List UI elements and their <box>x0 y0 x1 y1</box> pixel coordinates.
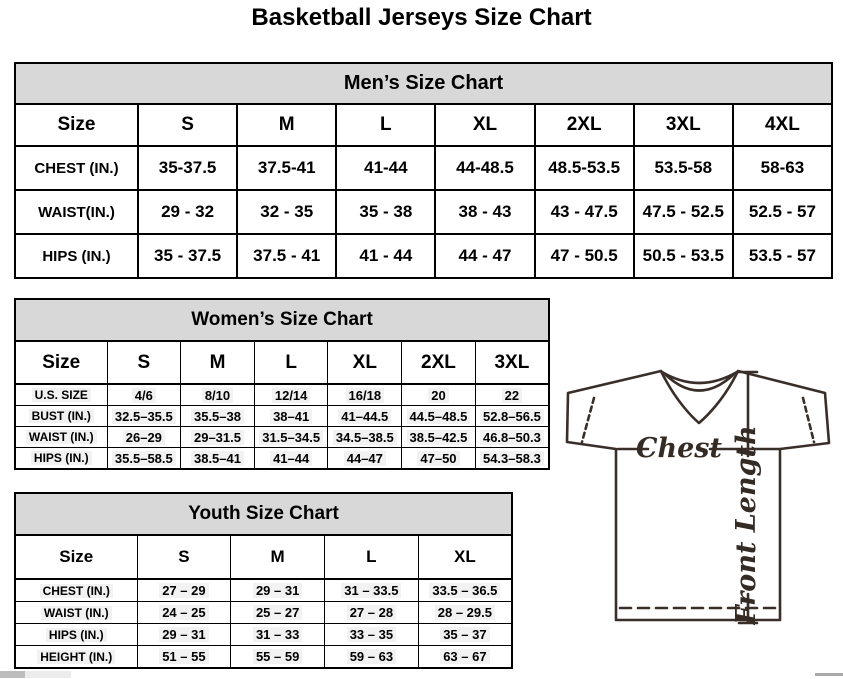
row-label <box>15 448 107 470</box>
cell-text: BUST (IN.) <box>29 409 94 423</box>
table-cell <box>137 624 231 646</box>
column-header: L <box>325 535 419 579</box>
table-cell <box>402 406 476 427</box>
table-cell <box>231 579 325 602</box>
column-header: S <box>137 535 231 579</box>
cell-text: HIPS (IN.) <box>31 451 92 465</box>
cell-text: 54.3–58.3 <box>480 451 544 466</box>
column-header: S <box>138 104 237 146</box>
row-label <box>15 406 107 427</box>
table-row <box>15 146 832 190</box>
table-cell <box>402 427 476 448</box>
table-cell <box>137 579 231 602</box>
table-cell <box>254 427 328 448</box>
cell-text: 38.5–42.5 <box>407 430 471 445</box>
column-header: S <box>107 341 181 384</box>
cell-text: 29 – 31 <box>253 583 302 598</box>
cell-text: 4/6 <box>132 388 156 403</box>
cell-text: 47–50 <box>417 451 459 466</box>
cell-text: 16/18 <box>346 388 385 403</box>
table-cell: 47.5 - 52.5 <box>634 190 733 234</box>
table-cell <box>254 406 328 427</box>
cell-text: 31 – 33.5 <box>341 583 401 598</box>
column-header-row <box>15 535 512 579</box>
horizontal-scrollbar-thumb[interactable] <box>0 671 25 678</box>
cell-text: 35.5–38 <box>191 409 244 424</box>
table-cell <box>418 646 512 669</box>
table-cell <box>107 406 181 427</box>
jersey-outline <box>567 371 829 620</box>
cell-text: 41–44.5 <box>338 409 391 424</box>
cell-text: 32.5–35.5 <box>112 409 176 424</box>
table-title-row <box>15 493 512 535</box>
table-cell <box>418 579 512 602</box>
cell-text: 33.5 – 36.5 <box>429 583 500 598</box>
table-cell: 35-37.5 <box>138 146 237 190</box>
table-cell: 32 - 35 <box>237 190 336 234</box>
horizontal-scrollbar-track[interactable] <box>25 671 71 678</box>
table-cell <box>254 448 328 470</box>
cell-text: 8/10 <box>202 388 233 403</box>
table-row <box>15 579 512 602</box>
cell-text: 27 – 28 <box>347 605 396 620</box>
column-header: M <box>181 341 255 384</box>
table-cell: 48.5-53.5 <box>535 146 634 190</box>
column-header: Size <box>15 341 107 384</box>
cell-text: 38–41 <box>270 409 312 424</box>
column-header: 4XL <box>733 104 832 146</box>
column-header: M <box>237 104 336 146</box>
table-row <box>15 406 549 427</box>
horizontal-scrollbar-fragment[interactable] <box>815 673 843 676</box>
table-title-row <box>15 63 832 104</box>
table-cell <box>328 384 402 406</box>
table-cell <box>328 406 402 427</box>
table-cell <box>402 384 476 406</box>
row-label <box>15 384 107 406</box>
table-cell <box>402 448 476 470</box>
table-cell <box>231 602 325 624</box>
cell-text: WAIST (IN.) <box>26 430 97 444</box>
column-header: XL <box>328 341 402 384</box>
cell-text: U.S. SIZE <box>32 388 91 402</box>
table-cell <box>181 448 255 470</box>
cell-text: 12/14 <box>272 388 311 403</box>
table-row <box>15 427 549 448</box>
table-cell <box>325 624 419 646</box>
table-cell: 41 - 44 <box>336 234 435 278</box>
table-row <box>15 602 512 624</box>
cell-text: 33 – 35 <box>347 627 396 642</box>
table-cell <box>325 602 419 624</box>
table-title-row <box>15 299 549 341</box>
table-cell: 37.5-41 <box>237 146 336 190</box>
cell-text: 35 – 37 <box>440 627 489 642</box>
table-cell: 41-44 <box>336 146 435 190</box>
table-row <box>15 646 512 669</box>
cell-text: 25 – 27 <box>253 605 302 620</box>
table-row <box>15 234 832 278</box>
column-header: 3XL <box>634 104 733 146</box>
column-header: 3XL <box>475 341 549 384</box>
column-header-row <box>15 341 549 384</box>
cell-text: 46.8–50.3 <box>480 430 544 445</box>
youth-size-chart-table <box>14 492 513 669</box>
cell-text: HIPS (IN.) <box>46 628 107 642</box>
mens-chart-title: Men’s Size Chart <box>15 63 832 104</box>
cell-text: 27 – 29 <box>159 583 208 598</box>
table-cell: 47 - 50.5 <box>535 234 634 278</box>
table-cell <box>107 448 181 470</box>
cell-text: 20 <box>428 388 448 403</box>
column-header: M <box>231 535 325 579</box>
column-header: L <box>336 104 435 146</box>
cell-text: 22 <box>502 388 522 403</box>
table-cell: 52.5 - 57 <box>733 190 832 234</box>
cell-text: 44–47 <box>344 451 386 466</box>
table-row <box>15 448 549 470</box>
table-cell: 58-63 <box>733 146 832 190</box>
row-label <box>15 624 137 646</box>
table-cell <box>231 624 325 646</box>
table-cell: 35 - 37.5 <box>138 234 237 278</box>
row-label: CHEST (IN.) <box>15 146 138 190</box>
table-row <box>15 384 549 406</box>
column-header: L <box>254 341 328 384</box>
table-cell: 53.5 - 57 <box>733 234 832 278</box>
table-cell: 44 - 47 <box>435 234 534 278</box>
row-label: HIPS (IN.) <box>15 234 138 278</box>
table-cell: 38 - 43 <box>435 190 534 234</box>
cell-text: WAIST (IN.) <box>41 606 112 620</box>
cell-text: 26–29 <box>123 430 165 445</box>
cell-text: 35.5–58.5 <box>112 451 176 466</box>
cell-text: 28 – 29.5 <box>435 605 495 620</box>
cell-text: 44.5–48.5 <box>407 409 471 424</box>
table-cell <box>181 384 255 406</box>
cell-text: 59 – 63 <box>347 649 396 664</box>
column-header: 2XL <box>535 104 634 146</box>
cell-text: 55 – 59 <box>253 649 302 664</box>
column-header-row <box>15 104 832 146</box>
table-cell <box>328 448 402 470</box>
cell-text: 29–31.5 <box>191 430 244 445</box>
table-row <box>15 624 512 646</box>
cell-text: CHEST (IN.) <box>40 584 113 598</box>
row-label <box>15 646 137 669</box>
cell-text: 29 – 31 <box>159 627 208 642</box>
table-cell: 35 - 38 <box>336 190 435 234</box>
table-cell: 44-48.5 <box>435 146 534 190</box>
table-cell <box>475 406 549 427</box>
chest-label: Chest <box>636 433 722 464</box>
table-cell <box>254 384 328 406</box>
column-header: XL <box>435 104 534 146</box>
mens-size-chart-table <box>14 62 833 279</box>
table-cell <box>325 646 419 669</box>
table-cell <box>181 427 255 448</box>
cell-text: 52.8–56.5 <box>480 409 544 424</box>
table-cell <box>325 579 419 602</box>
table-cell <box>181 406 255 427</box>
front-length-label: Front Length <box>731 425 762 625</box>
cell-text: 63 – 67 <box>440 649 489 664</box>
table-cell: 37.5 - 41 <box>237 234 336 278</box>
cell-text: 41–44 <box>270 451 312 466</box>
womens-size-chart-table <box>14 298 550 470</box>
table-row <box>15 190 832 234</box>
row-label <box>15 579 137 602</box>
womens-chart-title: Women’s Size Chart <box>15 299 549 341</box>
row-label <box>15 602 137 624</box>
table-cell: 53.5-58 <box>634 146 733 190</box>
cell-text: 51 – 55 <box>159 649 208 664</box>
row-label: WAIST(IN.) <box>15 190 138 234</box>
table-cell <box>107 384 181 406</box>
table-cell <box>475 427 549 448</box>
table-cell: 43 - 47.5 <box>535 190 634 234</box>
cell-text: 31 – 33 <box>253 627 302 642</box>
table-cell <box>137 646 231 669</box>
page-title: Basketball Jerseys Size Chart <box>251 4 592 31</box>
table-cell <box>475 384 549 406</box>
table-cell <box>231 646 325 669</box>
table-cell <box>328 427 402 448</box>
column-header: XL <box>418 535 512 579</box>
cell-text: 34.5–38.5 <box>333 430 397 445</box>
youth-chart-title: Youth Size Chart <box>15 493 512 535</box>
cell-text: 38.5–41 <box>191 451 244 466</box>
row-label <box>15 427 107 448</box>
table-cell <box>475 448 549 470</box>
cell-text: 24 – 25 <box>159 605 208 620</box>
table-cell: 29 - 32 <box>138 190 237 234</box>
table-cell <box>137 602 231 624</box>
cell-text: HEIGHT (IN.) <box>37 650 115 664</box>
table-cell <box>418 602 512 624</box>
column-header: Size <box>15 535 137 579</box>
table-cell <box>418 624 512 646</box>
table-cell: 50.5 - 53.5 <box>634 234 733 278</box>
column-header: Size <box>15 104 138 146</box>
table-cell <box>107 427 181 448</box>
column-header: 2XL <box>402 341 476 384</box>
jersey-measurement-diagram <box>558 360 843 662</box>
cell-text: 31.5–34.5 <box>259 430 323 445</box>
